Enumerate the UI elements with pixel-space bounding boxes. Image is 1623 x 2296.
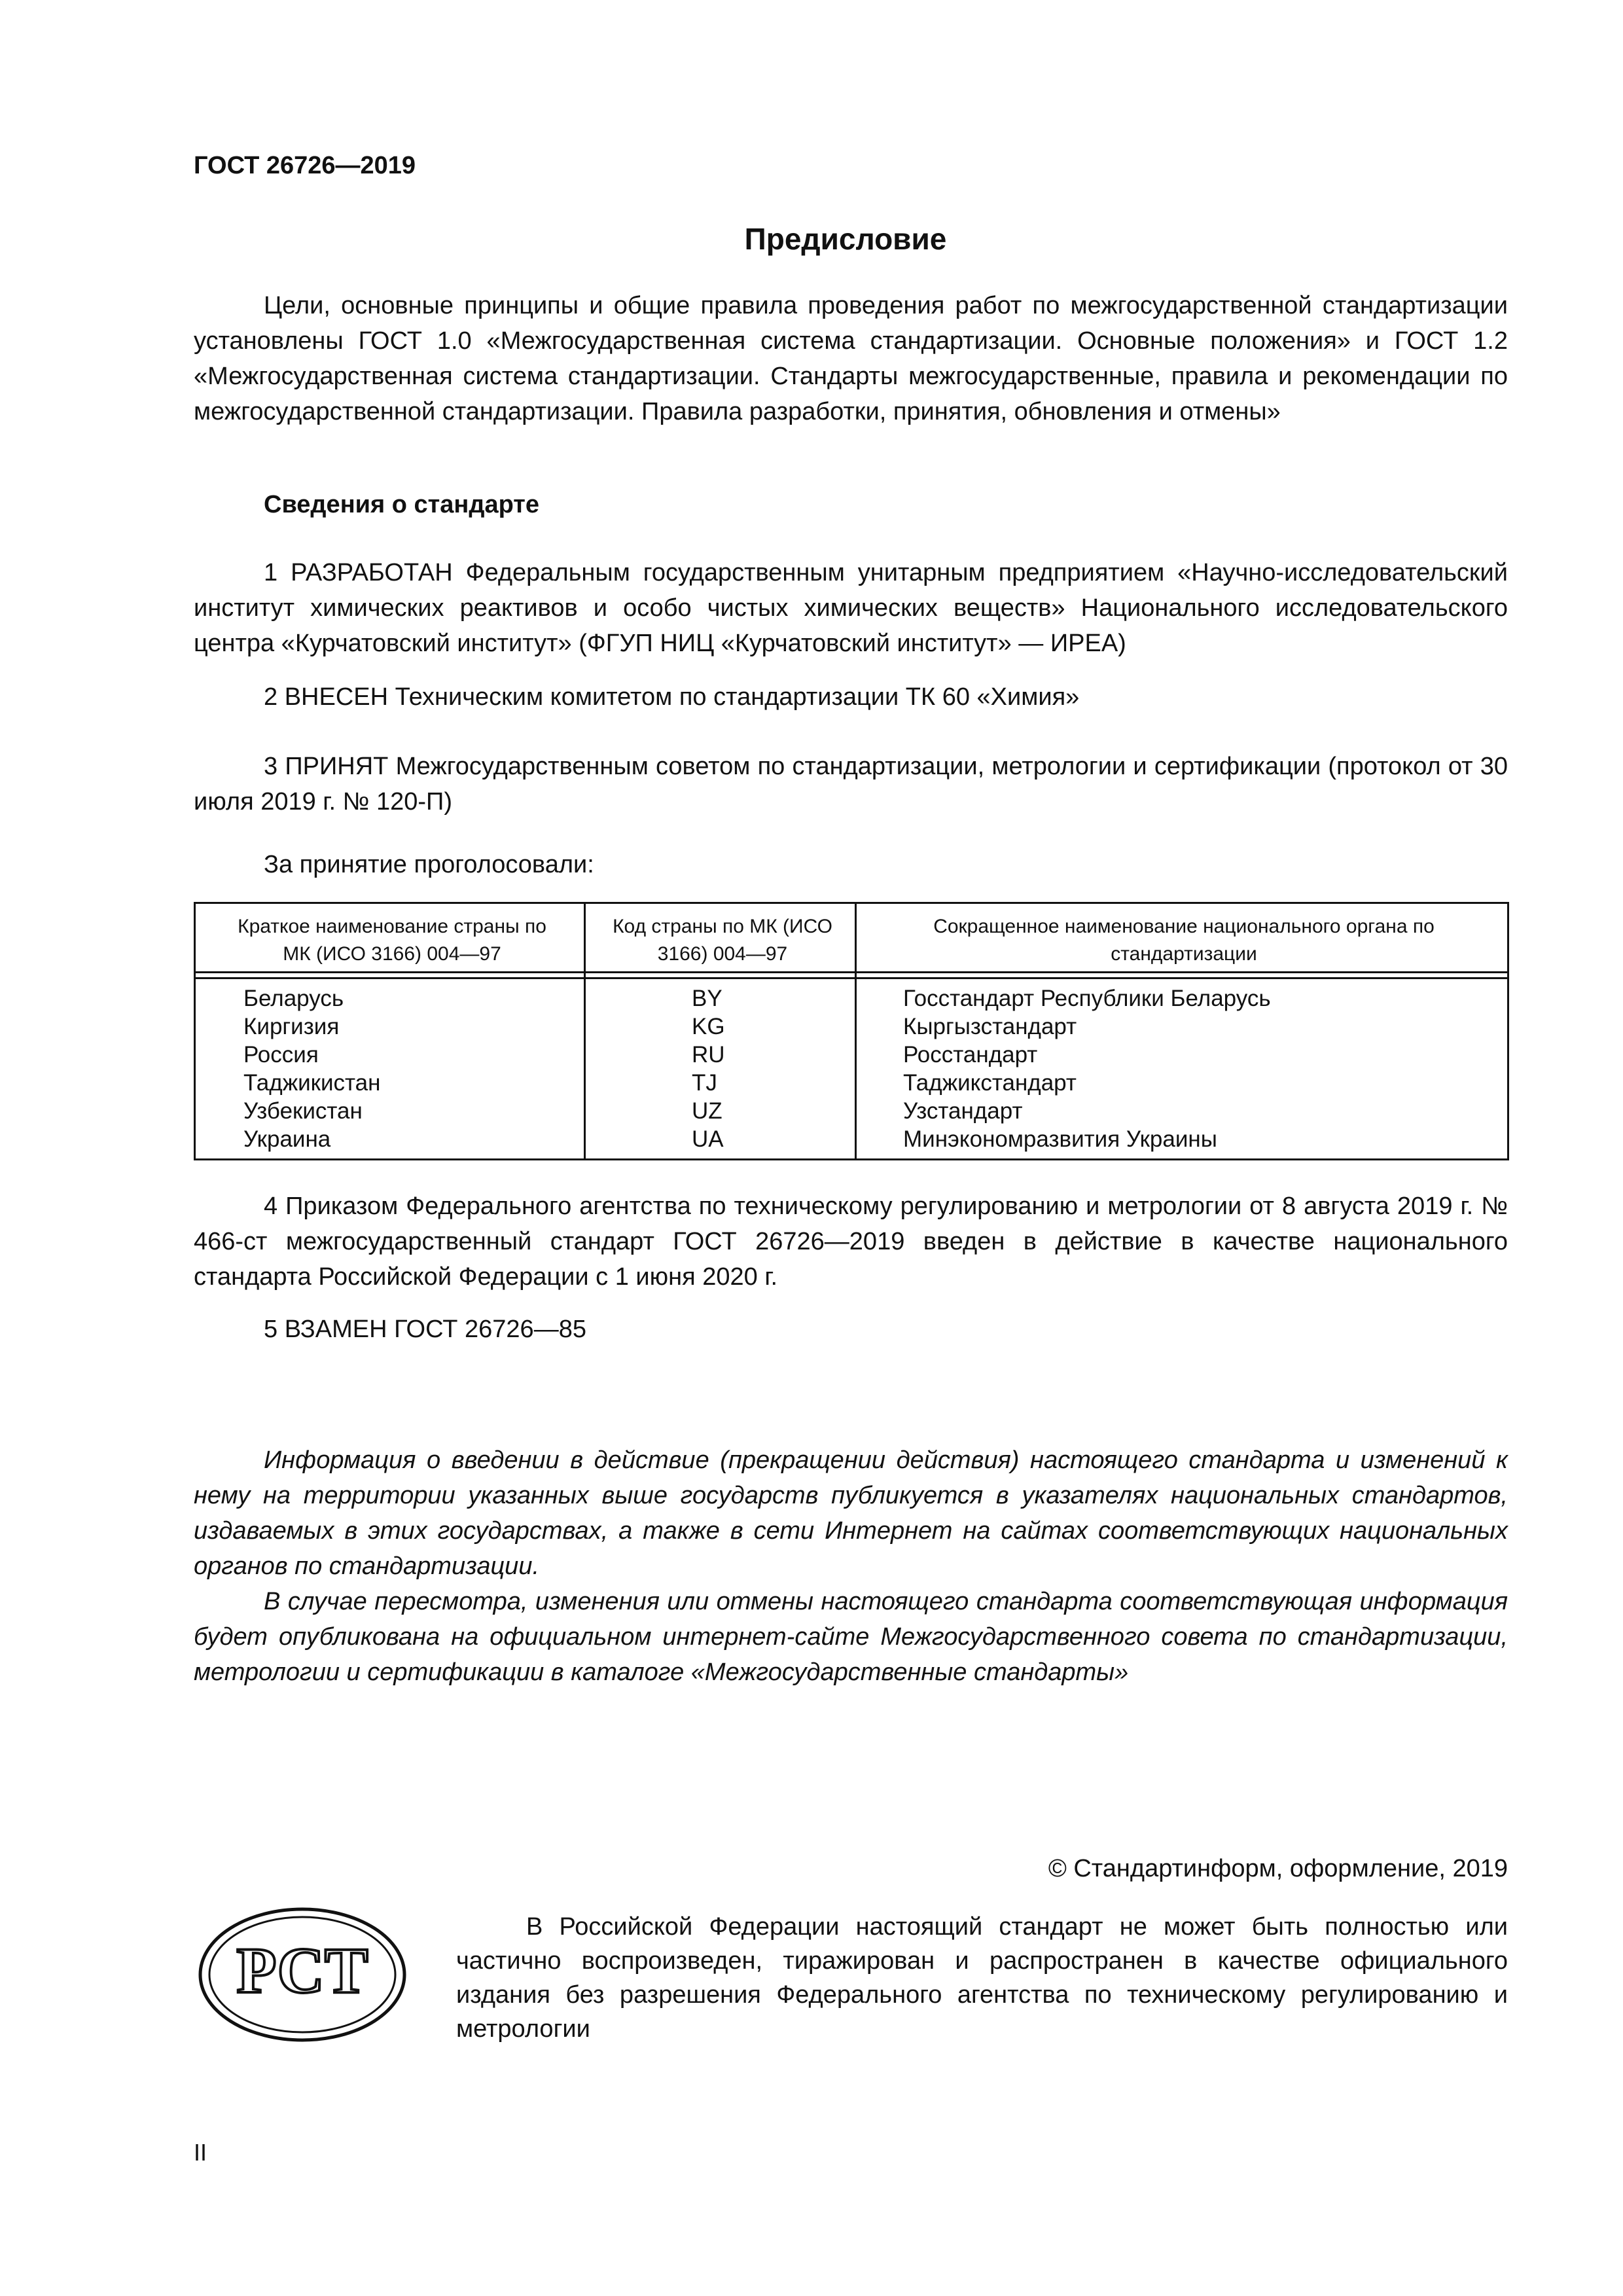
table-header-country: Краткое наименование страны по МК (ИСО 3166) 004—97	[238, 916, 546, 965]
item-submitted: 2 ВНЕСЕН Техническим комитетом по стандартизации ТК 60 «Химия»	[264, 683, 1080, 711]
page-number: II	[194, 2139, 207, 2166]
voting-table	[194, 902, 1509, 1160]
document-code: ГОСТ 26726—2019	[194, 152, 416, 179]
table-header-code: Код страны по МК (ИСО 3166) 004—97	[613, 916, 832, 965]
table-header-body: Сокращенное наименование национального органа по стандартизации	[933, 916, 1435, 965]
table-cell-body: Таджикстандарт	[903, 1070, 1077, 1096]
item-adopted: 3 ПРИНЯТ Межгосударственным советом по стандартизации, метрологии и сертификации (протокол от 30 июля 2019 г. № 120-П)	[194, 753, 1508, 816]
body-column	[903, 984, 1271, 1153]
table-divider	[855, 904, 857, 1158]
table-header-divider	[196, 971, 1507, 973]
code-column	[692, 984, 725, 1153]
table-cell-code: UZ	[692, 1098, 722, 1124]
item-developed: 1 РАЗРАБОТАН Федеральным государственным унитарным предприятием «Научно-исследовательский институт химических реактивов и особо чистых химических веществ» Национального исследовательского центра «Курчатовский институт» (ФГУП НИЦ «Курчатовский институт» — ИРЕА)	[194, 559, 1508, 657]
table-cell-code: UA	[692, 1126, 724, 1152]
table-cell-body: Госстандарт Республики Беларусь	[903, 986, 1271, 1011]
country-column	[243, 984, 380, 1153]
logo-text: РСТ	[236, 1934, 368, 2007]
item-enacted: 4 Приказом Федерального агентства по техническому регулированию и метрологии от 8 августа 2019 г. № 466-ст межгосударственный стандарт ГОСТ 26726—2019 введен в действие в качестве национального стандарта Российской Федерации с 1 июня 2020 г.	[194, 1193, 1508, 1291]
table-cell-country: Беларусь	[243, 986, 344, 1011]
intro-paragraph: Цели, основные принципы и общие правила проведения работ по межгосударственной стандартизации установлены ГОСТ 1.0 «Межгосударственная система стандартизации. Основные положения» и ГОСТ 1.2 «Межгосударственная система стандартизации. Стандарты межгосударственные, правила и рекомендации по межгосударственной стандартизации. Правила разработки, принятия, обновления и отмены»	[194, 292, 1508, 425]
table-cell-country: Таджикистан	[243, 1070, 381, 1096]
table-cell-country: Киргизия	[243, 1014, 340, 1039]
info-note-publication: Информация о введении в действие (прекращении действия) настоящего стандарта и изменений к нему на территории указанных выше государств публикуется в указателях национальных стандартов, издаваемых в этих государствах, а также в сети Интернет на сайтах соответствующих национальных органов по стандартизации.	[194, 1446, 1508, 1580]
reproduction-notice: В Российской Федерации настоящий стандарт не может быть полностью или частично воспроизведен, тиражирован и распространен в качестве официального издания без разрешения Федерального агентства по техническому регулированию и метрологии	[456, 1913, 1508, 2043]
vote-label: За принятие проголосовали:	[264, 851, 594, 878]
table-cell-body: Росстандарт	[903, 1042, 1038, 1067]
rst-certification-logo-icon	[196, 1906, 408, 2043]
table-header-divider	[196, 977, 1507, 979]
table-cell-body: Кыргызстандарт	[903, 1014, 1077, 1039]
table-cell-body: Минэкономразвития Украины	[903, 1126, 1217, 1152]
table-cell-country: Узбекистан	[243, 1098, 363, 1124]
info-heading: Сведения о стандарте	[264, 491, 540, 518]
table-cell-code: RU	[692, 1042, 725, 1067]
info-note-revision: В случае пересмотра, изменения или отмены настоящего стандарта соответствующая информация будет опубликована на официальном интернет-сайте Межгосударственного совета по стандартизации, метрологии и сертификации в каталоге «Межгосударственные стандарты»	[194, 1588, 1508, 1686]
item-replaces: 5 ВЗАМЕН ГОСТ 26726—85	[264, 1316, 586, 1343]
copyright-line: © Стандартинформ, оформление, 2019	[1048, 1855, 1508, 1882]
page-title: Предисловие	[744, 222, 947, 256]
table-cell-body: Узстандарт	[903, 1098, 1023, 1124]
table-cell-code: TJ	[692, 1070, 717, 1096]
table-cell-code: BY	[692, 986, 722, 1011]
table-divider	[584, 904, 586, 1158]
table-cell-country: Украина	[243, 1126, 331, 1152]
table-cell-code: KG	[692, 1014, 725, 1039]
table-cell-country: Россия	[243, 1042, 319, 1067]
